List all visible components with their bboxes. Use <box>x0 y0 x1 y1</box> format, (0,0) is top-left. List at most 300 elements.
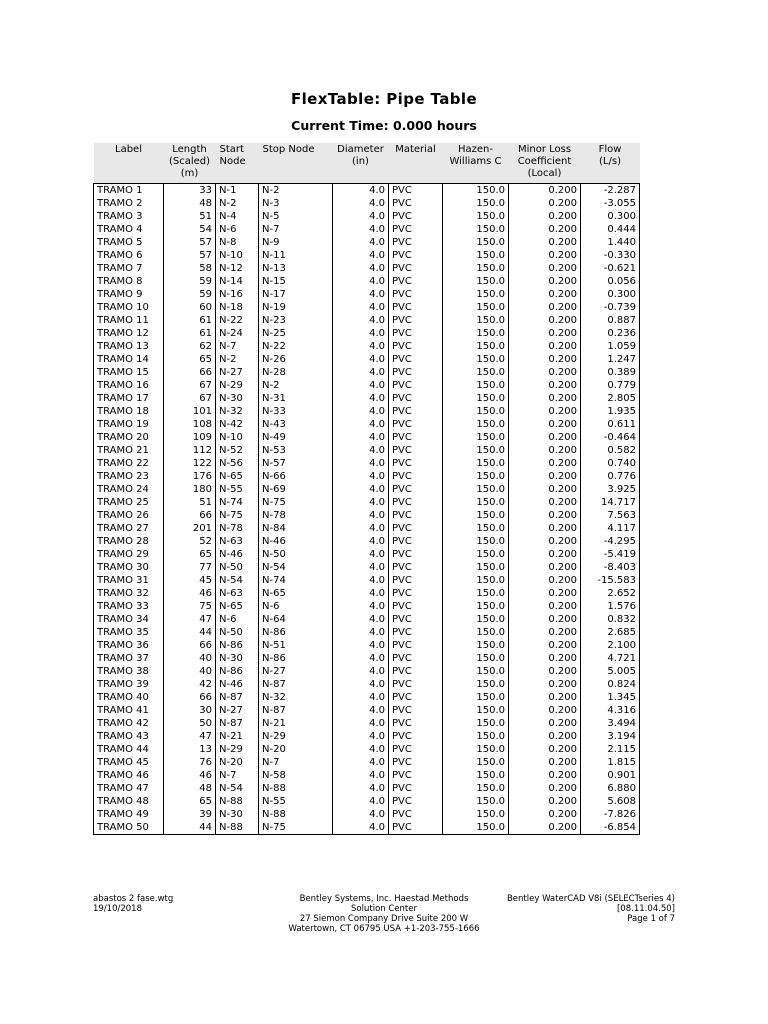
cell-stop-node: N-86 <box>259 626 333 639</box>
cell-label: TRAMO 9 <box>94 288 164 301</box>
cell-label: TRAMO 43 <box>94 730 164 743</box>
footer-product-info <box>507 894 675 924</box>
cell-minor-loss: 0.200 <box>509 379 581 392</box>
cell-hazen-williams: 150.0 <box>443 392 509 405</box>
cell-diameter: 4.0 <box>333 587 389 600</box>
cell-hazen-williams: 150.0 <box>443 184 509 198</box>
cell-length: 108 <box>164 418 216 431</box>
pipe-table-body <box>94 184 640 835</box>
cell-stop-node: N-2 <box>259 184 333 198</box>
table-row <box>94 301 640 314</box>
cell-start-node: N-22 <box>216 314 259 327</box>
table-row <box>94 236 640 249</box>
col-header-length: Length (Scaled) (m) <box>164 143 216 184</box>
cell-start-node: N-65 <box>216 470 259 483</box>
cell-start-node: N-20 <box>216 756 259 769</box>
cell-length: 76 <box>164 756 216 769</box>
cell-minor-loss: 0.200 <box>509 782 581 795</box>
cell-length: 112 <box>164 444 216 457</box>
cell-start-node: N-32 <box>216 405 259 418</box>
cell-length: 61 <box>164 314 216 327</box>
cell-diameter: 4.0 <box>333 392 389 405</box>
cell-minor-loss: 0.200 <box>509 678 581 691</box>
cell-minor-loss: 0.200 <box>509 184 581 198</box>
cell-material: PVC <box>389 262 443 275</box>
cell-material: PVC <box>389 431 443 444</box>
cell-diameter: 4.0 <box>333 353 389 366</box>
cell-diameter: 4.0 <box>333 301 389 314</box>
cell-hazen-williams: 150.0 <box>443 288 509 301</box>
cell-label: TRAMO 35 <box>94 626 164 639</box>
table-row <box>94 418 640 431</box>
cell-diameter: 4.0 <box>333 470 389 483</box>
cell-flow: 4.117 <box>581 522 640 535</box>
cell-length: 201 <box>164 522 216 535</box>
cell-diameter: 4.0 <box>333 652 389 665</box>
cell-length: 58 <box>164 262 216 275</box>
cell-material: PVC <box>389 483 443 496</box>
cell-length: 57 <box>164 236 216 249</box>
cell-start-node: N-8 <box>216 236 259 249</box>
cell-diameter: 4.0 <box>333 210 389 223</box>
table-row <box>94 366 640 379</box>
cell-material: PVC <box>389 522 443 535</box>
cell-flow: 0.611 <box>581 418 640 431</box>
cell-diameter: 4.0 <box>333 431 389 444</box>
cell-minor-loss: 0.200 <box>509 639 581 652</box>
cell-stop-node: N-7 <box>259 756 333 769</box>
cell-material: PVC <box>389 184 443 198</box>
cell-label: TRAMO 14 <box>94 353 164 366</box>
table-row <box>94 210 640 223</box>
cell-label: TRAMO 6 <box>94 249 164 262</box>
cell-minor-loss: 0.200 <box>509 704 581 717</box>
cell-flow: -2.287 <box>581 184 640 198</box>
cell-minor-loss: 0.200 <box>509 418 581 431</box>
page-title: FlexTable: Pipe Table <box>290 90 478 108</box>
cell-diameter: 4.0 <box>333 483 389 496</box>
cell-material: PVC <box>389 691 443 704</box>
cell-minor-loss: 0.200 <box>509 652 581 665</box>
cell-length: 59 <box>164 288 216 301</box>
cell-diameter: 4.0 <box>333 795 389 808</box>
cell-label: TRAMO 28 <box>94 535 164 548</box>
cell-hazen-williams: 150.0 <box>443 327 509 340</box>
cell-diameter: 4.0 <box>333 418 389 431</box>
cell-label: TRAMO 37 <box>94 652 164 665</box>
table-row <box>94 769 640 782</box>
cell-start-node: N-56 <box>216 457 259 470</box>
cell-length: 65 <box>164 548 216 561</box>
cell-flow: 0.824 <box>581 678 640 691</box>
cell-stop-node: N-31 <box>259 392 333 405</box>
current-time-subtitle: Current Time: 0.000 hours <box>291 118 477 133</box>
cell-stop-node: N-49 <box>259 431 333 444</box>
cell-label: TRAMO 13 <box>94 340 164 353</box>
cell-diameter: 4.0 <box>333 717 389 730</box>
cell-diameter: 4.0 <box>333 626 389 639</box>
cell-flow: 1.247 <box>581 353 640 366</box>
table-row <box>94 314 640 327</box>
footer-company-city-phone: Watertown, CT 06795 USA +1-203-755-1666 <box>288 924 480 934</box>
cell-start-node: N-12 <box>216 262 259 275</box>
cell-flow: -0.621 <box>581 262 640 275</box>
cell-minor-loss: 0.200 <box>509 249 581 262</box>
cell-minor-loss: 0.200 <box>509 262 581 275</box>
cell-start-node: N-30 <box>216 392 259 405</box>
cell-material: PVC <box>389 301 443 314</box>
cell-stop-node: N-55 <box>259 795 333 808</box>
cell-length: 101 <box>164 405 216 418</box>
cell-diameter: 4.0 <box>333 379 389 392</box>
cell-material: PVC <box>389 457 443 470</box>
cell-minor-loss: 0.200 <box>509 327 581 340</box>
cell-hazen-williams: 150.0 <box>443 795 509 808</box>
col-header-diameter: Diameter (in) <box>333 143 389 184</box>
cell-start-node: N-27 <box>216 366 259 379</box>
cell-label: TRAMO 8 <box>94 275 164 288</box>
cell-start-node: N-24 <box>216 327 259 340</box>
cell-stop-node: N-88 <box>259 808 333 821</box>
cell-hazen-williams: 150.0 <box>443 821 509 835</box>
cell-hazen-williams: 150.0 <box>443 444 509 457</box>
cell-label: TRAMO 46 <box>94 769 164 782</box>
cell-start-node: N-78 <box>216 522 259 535</box>
cell-label: TRAMO 15 <box>94 366 164 379</box>
footer-company-info <box>250 894 518 934</box>
footer-product-version: [08.11.04.50] <box>616 904 675 914</box>
cell-material: PVC <box>389 509 443 522</box>
cell-hazen-williams: 150.0 <box>443 587 509 600</box>
cell-material: PVC <box>389 444 443 457</box>
cell-flow: 2.100 <box>581 639 640 652</box>
cell-label: TRAMO 12 <box>94 327 164 340</box>
cell-length: 51 <box>164 210 216 223</box>
cell-hazen-williams: 150.0 <box>443 678 509 691</box>
cell-start-node: N-10 <box>216 431 259 444</box>
cell-material: PVC <box>389 639 443 652</box>
cell-material: PVC <box>389 769 443 782</box>
table-row <box>94 626 640 639</box>
cell-label: TRAMO 2 <box>94 197 164 210</box>
cell-start-node: N-46 <box>216 678 259 691</box>
cell-minor-loss: 0.200 <box>509 717 581 730</box>
cell-label: TRAMO 23 <box>94 470 164 483</box>
cell-hazen-williams: 150.0 <box>443 275 509 288</box>
cell-stop-node: N-86 <box>259 652 333 665</box>
footer-page-number: Page 1 of 7 <box>627 914 675 924</box>
cell-diameter: 4.0 <box>333 457 389 470</box>
table-row <box>94 717 640 730</box>
cell-start-node: N-54 <box>216 782 259 795</box>
cell-diameter: 4.0 <box>333 678 389 691</box>
cell-diameter: 4.0 <box>333 704 389 717</box>
cell-material: PVC <box>389 782 443 795</box>
cell-hazen-williams: 150.0 <box>443 704 509 717</box>
cell-material: PVC <box>389 223 443 236</box>
cell-stop-node: N-66 <box>259 470 333 483</box>
cell-hazen-williams: 150.0 <box>443 639 509 652</box>
cell-label: TRAMO 18 <box>94 405 164 418</box>
footer-date: 19/10/2018 <box>93 904 142 914</box>
cell-label: TRAMO 50 <box>94 821 164 835</box>
cell-label: TRAMO 30 <box>94 561 164 574</box>
cell-diameter: 4.0 <box>333 522 389 535</box>
cell-diameter: 4.0 <box>333 262 389 275</box>
cell-label: TRAMO 32 <box>94 587 164 600</box>
col-header-minor-loss: Minor Loss Coefficient (Local) <box>509 143 581 184</box>
cell-minor-loss: 0.200 <box>509 405 581 418</box>
table-row <box>94 574 640 587</box>
cell-hazen-williams: 150.0 <box>443 366 509 379</box>
cell-minor-loss: 0.200 <box>509 340 581 353</box>
cell-material: PVC <box>389 288 443 301</box>
cell-label: TRAMO 34 <box>94 613 164 626</box>
cell-diameter: 4.0 <box>333 548 389 561</box>
cell-minor-loss: 0.200 <box>509 392 581 405</box>
cell-stop-node: N-7 <box>259 223 333 236</box>
table-row <box>94 184 640 198</box>
cell-stop-node: N-74 <box>259 574 333 587</box>
cell-minor-loss: 0.200 <box>509 626 581 639</box>
cell-stop-node: N-57 <box>259 457 333 470</box>
cell-length: 57 <box>164 249 216 262</box>
cell-material: PVC <box>389 600 443 613</box>
cell-length: 65 <box>164 795 216 808</box>
cell-length: 60 <box>164 301 216 314</box>
cell-minor-loss: 0.200 <box>509 808 581 821</box>
cell-hazen-williams: 150.0 <box>443 691 509 704</box>
cell-flow: 1.440 <box>581 236 640 249</box>
cell-flow: 0.740 <box>581 457 640 470</box>
cell-material: PVC <box>389 535 443 548</box>
cell-start-node: N-2 <box>216 197 259 210</box>
cell-label: TRAMO 38 <box>94 665 164 678</box>
col-header-flow: Flow (L/s) <box>581 143 640 184</box>
cell-diameter: 4.0 <box>333 600 389 613</box>
cell-minor-loss: 0.200 <box>509 483 581 496</box>
cell-stop-node: N-75 <box>259 821 333 835</box>
cell-flow: 1.345 <box>581 691 640 704</box>
cell-flow: 2.685 <box>581 626 640 639</box>
cell-length: 52 <box>164 535 216 548</box>
cell-flow: 0.300 <box>581 288 640 301</box>
cell-stop-node: N-78 <box>259 509 333 522</box>
table-row <box>94 522 640 535</box>
cell-length: 77 <box>164 561 216 574</box>
cell-material: PVC <box>389 340 443 353</box>
cell-start-node: N-16 <box>216 288 259 301</box>
col-header-stop-node: Stop Node <box>259 143 333 184</box>
cell-stop-node: N-33 <box>259 405 333 418</box>
cell-hazen-williams: 150.0 <box>443 236 509 249</box>
table-row <box>94 444 640 457</box>
col-header-start-node: Start Node <box>216 143 259 184</box>
cell-label: TRAMO 17 <box>94 392 164 405</box>
cell-hazen-williams: 150.0 <box>443 379 509 392</box>
cell-minor-loss: 0.200 <box>509 743 581 756</box>
table-row <box>94 652 640 665</box>
cell-stop-node: N-3 <box>259 197 333 210</box>
cell-flow: 1.935 <box>581 405 640 418</box>
cell-material: PVC <box>389 665 443 678</box>
cell-material: PVC <box>389 327 443 340</box>
cell-minor-loss: 0.200 <box>509 665 581 678</box>
cell-material: PVC <box>389 405 443 418</box>
cell-minor-loss: 0.200 <box>509 795 581 808</box>
cell-label: TRAMO 19 <box>94 418 164 431</box>
table-row <box>94 262 640 275</box>
cell-flow: 1.815 <box>581 756 640 769</box>
cell-hazen-williams: 150.0 <box>443 314 509 327</box>
cell-start-node: N-30 <box>216 652 259 665</box>
table-row <box>94 730 640 743</box>
cell-label: TRAMO 4 <box>94 223 164 236</box>
cell-flow: 0.887 <box>581 314 640 327</box>
cell-length: 122 <box>164 457 216 470</box>
cell-flow: 1.059 <box>581 340 640 353</box>
cell-flow: 0.776 <box>581 470 640 483</box>
cell-flow: 2.805 <box>581 392 640 405</box>
cell-diameter: 4.0 <box>333 769 389 782</box>
footer-filename: abastos 2 fase.wtg <box>93 894 174 904</box>
cell-diameter: 4.0 <box>333 509 389 522</box>
cell-length: 33 <box>164 184 216 198</box>
cell-minor-loss: 0.200 <box>509 444 581 457</box>
cell-stop-node: N-32 <box>259 691 333 704</box>
cell-length: 48 <box>164 197 216 210</box>
cell-minor-loss: 0.200 <box>509 600 581 613</box>
cell-length: 67 <box>164 379 216 392</box>
cell-start-node: N-27 <box>216 704 259 717</box>
cell-hazen-williams: 150.0 <box>443 262 509 275</box>
cell-flow: 5.608 <box>581 795 640 808</box>
cell-stop-node: N-58 <box>259 769 333 782</box>
table-row <box>94 795 640 808</box>
cell-flow: 1.576 <box>581 600 640 613</box>
cell-diameter: 4.0 <box>333 743 389 756</box>
cell-hazen-williams: 150.0 <box>443 782 509 795</box>
cell-stop-node: N-69 <box>259 483 333 496</box>
cell-stop-node: N-15 <box>259 275 333 288</box>
cell-stop-node: N-64 <box>259 613 333 626</box>
cell-hazen-williams: 150.0 <box>443 509 509 522</box>
cell-minor-loss: 0.200 <box>509 301 581 314</box>
cell-material: PVC <box>389 587 443 600</box>
cell-flow: 0.832 <box>581 613 640 626</box>
cell-label: TRAMO 31 <box>94 574 164 587</box>
table-row <box>94 353 640 366</box>
cell-label: TRAMO 48 <box>94 795 164 808</box>
cell-label: TRAMO 36 <box>94 639 164 652</box>
cell-start-node: N-75 <box>216 509 259 522</box>
cell-length: 50 <box>164 717 216 730</box>
cell-label: TRAMO 24 <box>94 483 164 496</box>
cell-material: PVC <box>389 314 443 327</box>
cell-diameter: 4.0 <box>333 821 389 835</box>
cell-length: 59 <box>164 275 216 288</box>
cell-length: 62 <box>164 340 216 353</box>
cell-stop-node: N-53 <box>259 444 333 457</box>
cell-label: TRAMO 25 <box>94 496 164 509</box>
table-row <box>94 821 640 835</box>
cell-label: TRAMO 21 <box>94 444 164 457</box>
cell-stop-node: N-9 <box>259 236 333 249</box>
cell-minor-loss: 0.200 <box>509 223 581 236</box>
table-row <box>94 613 640 626</box>
cell-diameter: 4.0 <box>333 561 389 574</box>
cell-stop-node: N-26 <box>259 353 333 366</box>
cell-hazen-williams: 150.0 <box>443 457 509 470</box>
cell-hazen-williams: 150.0 <box>443 808 509 821</box>
table-row <box>94 275 640 288</box>
cell-flow: 0.901 <box>581 769 640 782</box>
cell-material: PVC <box>389 652 443 665</box>
cell-flow: 2.115 <box>581 743 640 756</box>
cell-diameter: 4.0 <box>333 197 389 210</box>
cell-flow: 0.444 <box>581 223 640 236</box>
cell-length: 42 <box>164 678 216 691</box>
cell-minor-loss: 0.200 <box>509 353 581 366</box>
cell-length: 40 <box>164 665 216 678</box>
cell-start-node: N-42 <box>216 418 259 431</box>
cell-minor-loss: 0.200 <box>509 431 581 444</box>
cell-start-node: N-2 <box>216 353 259 366</box>
cell-label: TRAMO 16 <box>94 379 164 392</box>
cell-material: PVC <box>389 574 443 587</box>
cell-start-node: N-86 <box>216 665 259 678</box>
table-row <box>94 665 640 678</box>
cell-length: 30 <box>164 704 216 717</box>
cell-flow: 3.194 <box>581 730 640 743</box>
cell-stop-node: N-50 <box>259 548 333 561</box>
cell-diameter: 4.0 <box>333 756 389 769</box>
cell-start-node: N-4 <box>216 210 259 223</box>
cell-diameter: 4.0 <box>333 236 389 249</box>
cell-material: PVC <box>389 821 443 835</box>
cell-diameter: 4.0 <box>333 808 389 821</box>
cell-minor-loss: 0.200 <box>509 366 581 379</box>
cell-label: TRAMO 40 <box>94 691 164 704</box>
cell-start-node: N-87 <box>216 717 259 730</box>
cell-diameter: 4.0 <box>333 639 389 652</box>
table-row <box>94 457 640 470</box>
table-row <box>94 548 640 561</box>
cell-material: PVC <box>389 548 443 561</box>
cell-material: PVC <box>389 379 443 392</box>
cell-diameter: 4.0 <box>333 730 389 743</box>
cell-start-node: N-54 <box>216 574 259 587</box>
cell-material: PVC <box>389 717 443 730</box>
cell-stop-node: N-46 <box>259 535 333 548</box>
cell-label: TRAMO 5 <box>94 236 164 249</box>
cell-start-node: N-63 <box>216 587 259 600</box>
cell-label: TRAMO 44 <box>94 743 164 756</box>
cell-diameter: 4.0 <box>333 327 389 340</box>
cell-hazen-williams: 150.0 <box>443 769 509 782</box>
cell-stop-node: N-13 <box>259 262 333 275</box>
cell-start-node: N-74 <box>216 496 259 509</box>
cell-stop-node: N-51 <box>259 639 333 652</box>
cell-stop-node: N-28 <box>259 366 333 379</box>
cell-start-node: N-88 <box>216 821 259 835</box>
cell-length: 66 <box>164 366 216 379</box>
table-row <box>94 197 640 210</box>
cell-stop-node: N-17 <box>259 288 333 301</box>
table-row <box>94 405 640 418</box>
cell-label: TRAMO 1 <box>94 184 164 198</box>
cell-length: 39 <box>164 808 216 821</box>
